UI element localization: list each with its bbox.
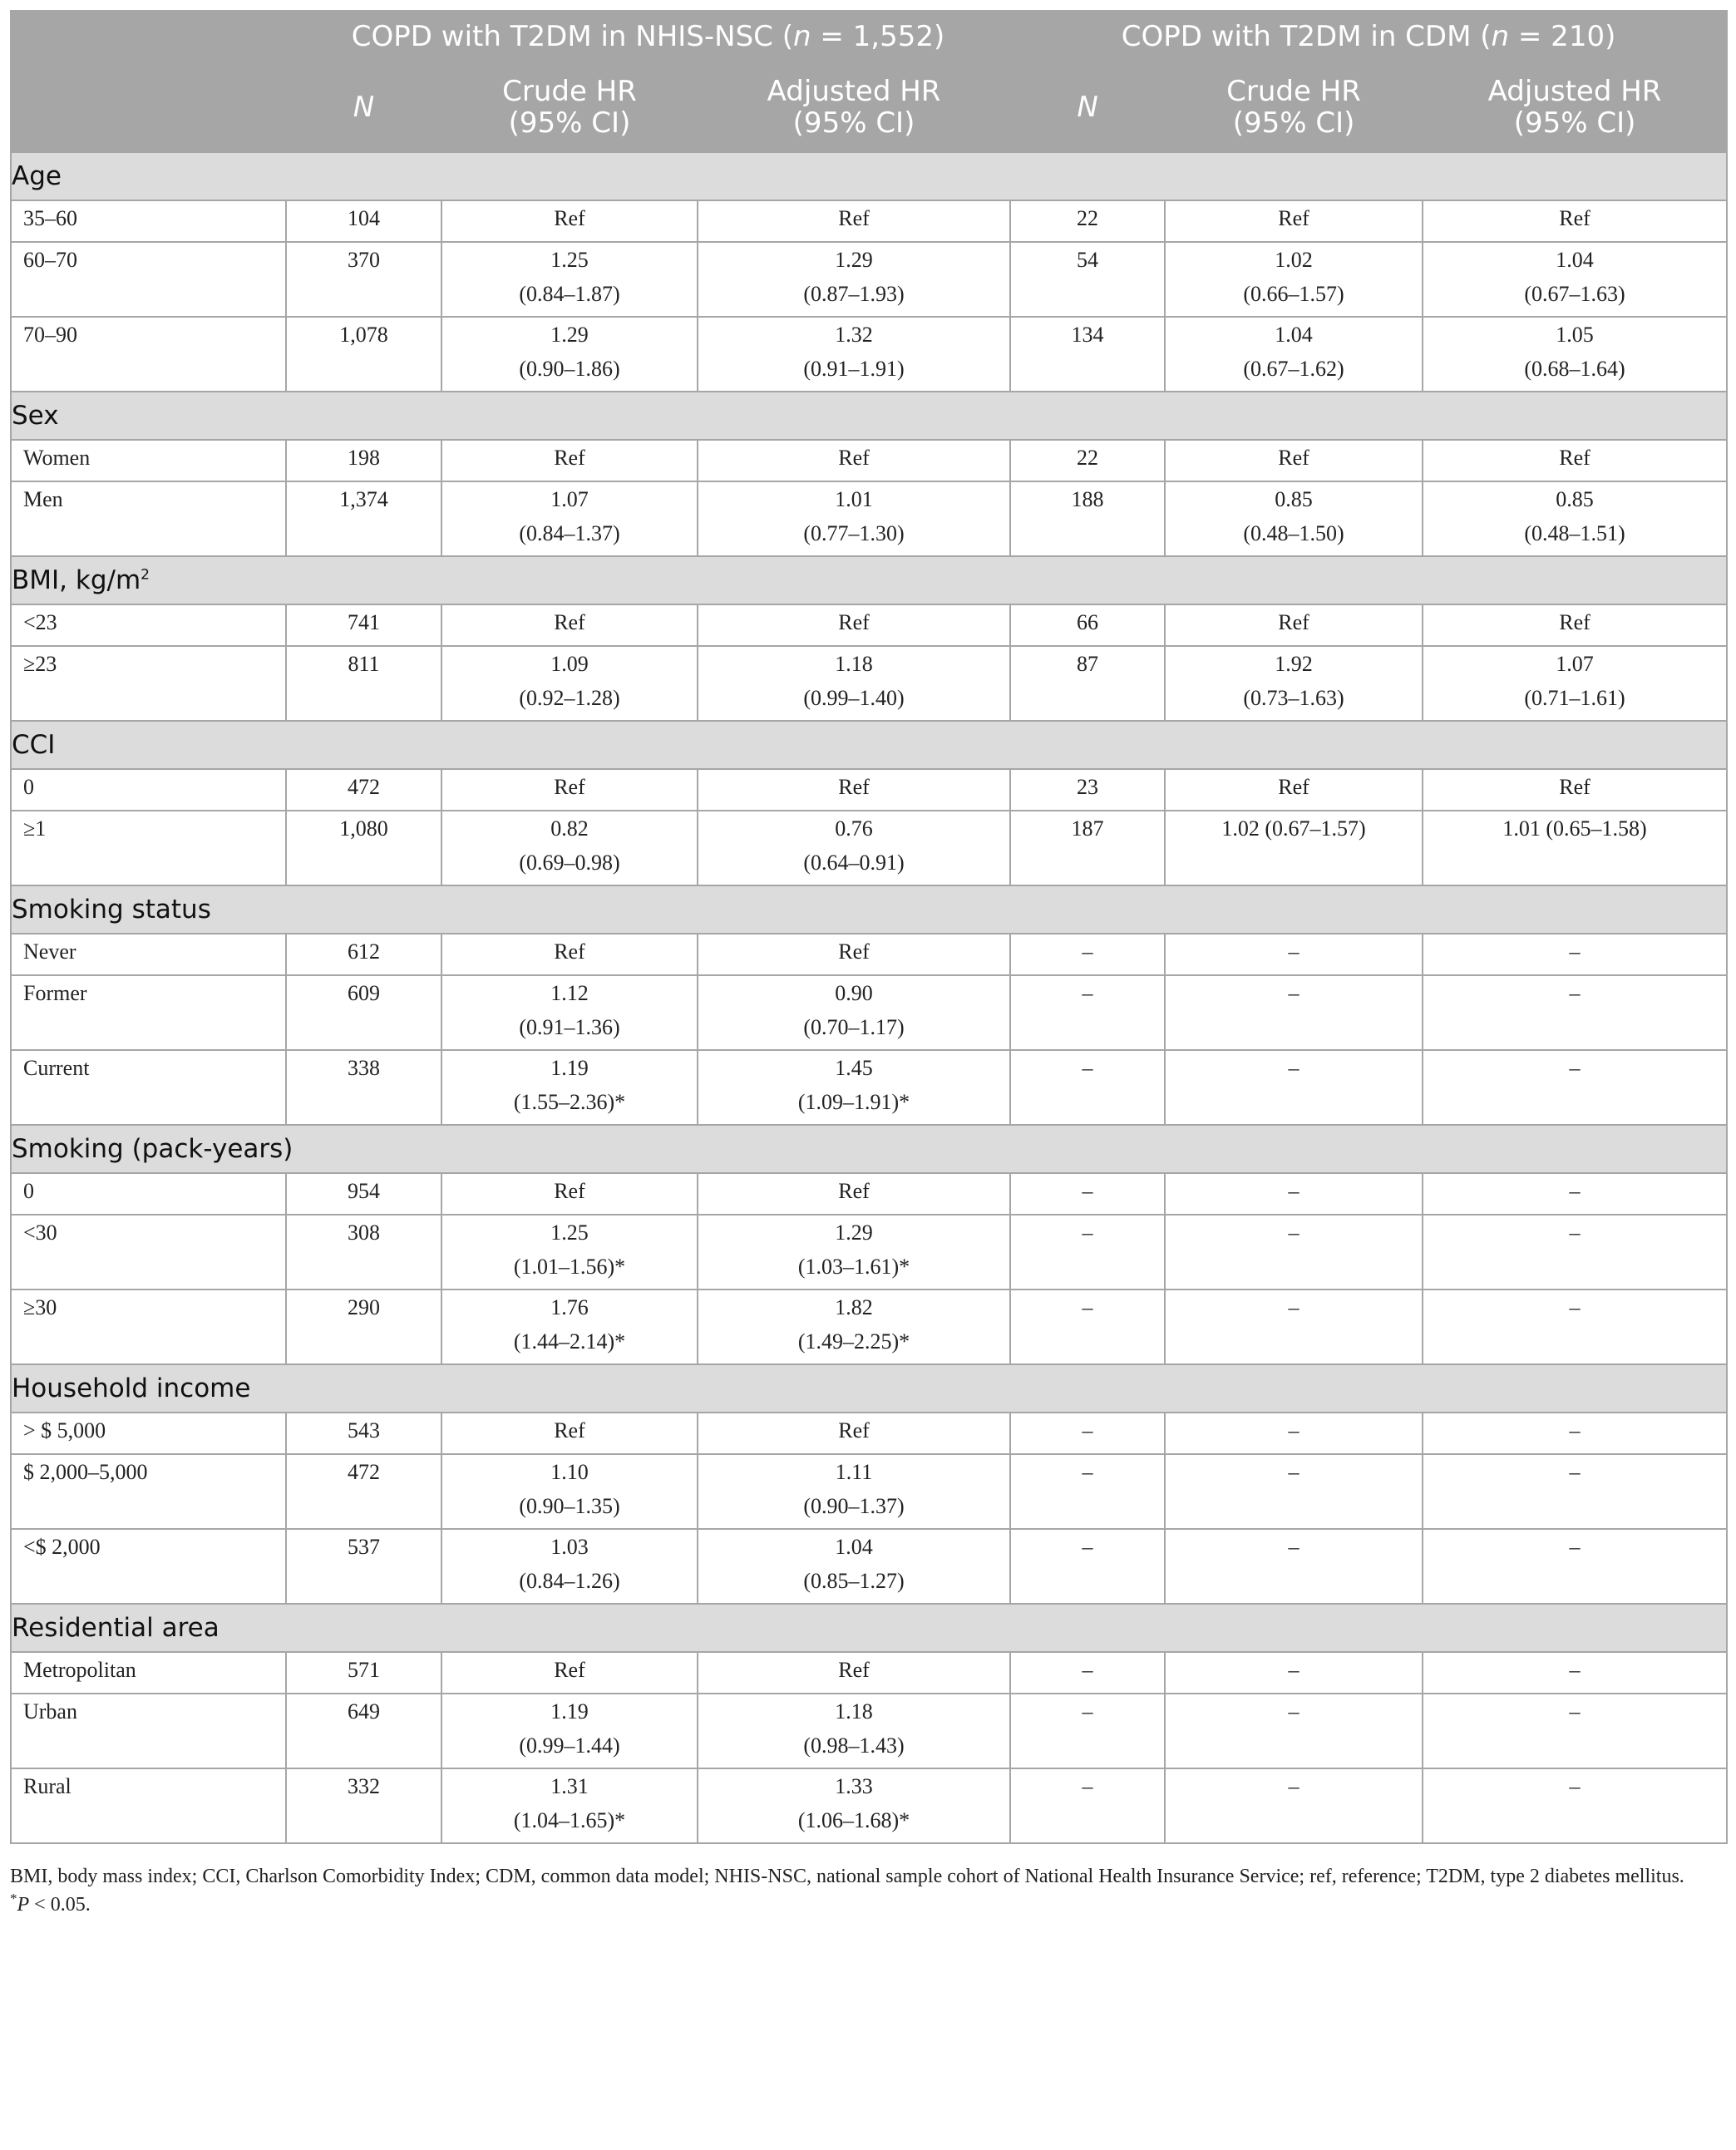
row-label: <30 <box>11 1215 286 1290</box>
crude-hr-value: Ref <box>441 200 698 242</box>
table-row <box>11 975 1727 1050</box>
adjusted-hr-value: 1.05 (0.68–1.64) <box>1423 317 1727 392</box>
adjusted-hr-value: 1.18 (0.98–1.43) <box>698 1694 1010 1768</box>
table-row <box>11 1413 1727 1454</box>
header-row-groups <box>11 11 1727 62</box>
table-row <box>11 811 1727 885</box>
row-label: 35–60 <box>11 200 286 242</box>
n-value: 370 <box>286 242 441 317</box>
section-title: CCI <box>11 721 1727 769</box>
crude-hr-value: – <box>1165 934 1423 975</box>
n-value: 954 <box>286 1173 441 1215</box>
crude-hr-value: – <box>1165 1694 1423 1768</box>
n-value: 87 <box>1010 646 1165 721</box>
row-label: <$ 2,000 <box>11 1529 286 1604</box>
crude-hr-value: – <box>1165 1050 1423 1125</box>
crude-hr-value: Ref <box>441 604 698 646</box>
crude-hr-value: 1.12 (0.91–1.36) <box>441 975 698 1050</box>
table-row <box>11 200 1727 242</box>
adjusted-hr-value: Ref <box>1423 200 1727 242</box>
adjusted-hr-value: – <box>1423 1290 1727 1364</box>
adjusted-hr-value: 1.32 (0.91–1.91) <box>698 317 1010 392</box>
adjusted-hr-value: Ref <box>698 200 1010 242</box>
table-row <box>11 769 1727 811</box>
adjusted-hr-value: 1.45 (1.09–1.91)* <box>698 1050 1010 1125</box>
n-value: 22 <box>1010 440 1165 481</box>
n-value: 187 <box>1010 811 1165 885</box>
adjusted-hr-value: Ref <box>698 934 1010 975</box>
n-value: 811 <box>286 646 441 721</box>
row-label: Never <box>11 934 286 975</box>
n-value: 609 <box>286 975 441 1050</box>
section-title: Age <box>11 152 1727 200</box>
crude-hr-value: 1.07 (0.84–1.37) <box>441 481 698 556</box>
section-title: Household income <box>11 1364 1727 1413</box>
table-row <box>11 440 1727 481</box>
n-value: 54 <box>1010 242 1165 317</box>
table-row <box>11 1290 1727 1364</box>
header-group-nhis-nsc: COPD with T2DM in NHIS-NSC (n = 1,552) <box>286 11 1010 62</box>
adjusted-hr-value: – <box>1423 1050 1727 1125</box>
header-n: N <box>1010 62 1165 152</box>
section-header-row <box>11 1604 1727 1652</box>
row-label: Urban <box>11 1694 286 1768</box>
n-value: – <box>1010 1454 1165 1529</box>
table-body <box>11 152 1727 1843</box>
row-label: Women <box>11 440 286 481</box>
crude-hr-value: Ref <box>441 934 698 975</box>
adjusted-hr-value: 1.82 (1.49–2.25)* <box>698 1290 1010 1364</box>
table-row <box>11 1454 1727 1529</box>
table-row <box>11 1173 1727 1215</box>
row-label: ≥23 <box>11 646 286 721</box>
row-label: > $ 5,000 <box>11 1413 286 1454</box>
n-value: – <box>1010 1652 1165 1694</box>
n-value: 612 <box>286 934 441 975</box>
header-crude-hr: Crude HR (95% CI) <box>1165 62 1423 152</box>
abbreviations-footnote: BMI, body mass index; CCI, Charlson Comorbidity Index; CDM, common data model; NHIS-NSC, national sample cohort of National Health Insurance Service; ref, reference; T2DM, type 2 diabetes mellitus. <box>10 1866 1684 1887</box>
header-n: N <box>286 62 441 152</box>
table-row <box>11 481 1727 556</box>
crude-hr-value: – <box>1165 1290 1423 1364</box>
adjusted-hr-value: 1.01 (0.65–1.58) <box>1423 811 1727 885</box>
section-header-row <box>11 556 1727 604</box>
table-row <box>11 1215 1727 1290</box>
n-value: 23 <box>1010 769 1165 811</box>
row-label: Men <box>11 481 286 556</box>
header-adjusted-hr: Adjusted HR (95% CI) <box>1423 62 1727 152</box>
crude-hr-value: 1.09 (0.92–1.28) <box>441 646 698 721</box>
crude-hr-value: 1.03 (0.84–1.26) <box>441 1529 698 1604</box>
crude-hr-value: – <box>1165 1768 1423 1843</box>
n-value: – <box>1010 1215 1165 1290</box>
significance-footnote: *P < 0.05. <box>10 1891 91 1916</box>
adjusted-hr-value: 1.11 (0.90–1.37) <box>698 1454 1010 1529</box>
crude-hr-value: – <box>1165 1215 1423 1290</box>
adjusted-hr-value: Ref <box>1423 440 1727 481</box>
n-value: – <box>1010 1413 1165 1454</box>
n-value: 1,374 <box>286 481 441 556</box>
crude-hr-value: 1.02 (0.66–1.57) <box>1165 242 1423 317</box>
crude-hr-value: 1.04 (0.67–1.62) <box>1165 317 1423 392</box>
adjusted-hr-value: 1.18 (0.99–1.40) <box>698 646 1010 721</box>
adjusted-hr-value: Ref <box>1423 769 1727 811</box>
crude-hr-value: 1.19 (1.55–2.36)* <box>441 1050 698 1125</box>
n-value: 1,078 <box>286 317 441 392</box>
crude-hr-value: – <box>1165 1454 1423 1529</box>
section-title: Smoking status <box>11 885 1727 934</box>
table-row <box>11 1694 1727 1768</box>
document <box>10 10 1726 1919</box>
crude-hr-value: Ref <box>441 1652 698 1694</box>
n-value: 308 <box>286 1215 441 1290</box>
header-empty-cell <box>11 11 286 62</box>
n-value: 543 <box>286 1413 441 1454</box>
crude-hr-value: 1.02 (0.67–1.57) <box>1165 811 1423 885</box>
row-label: 60–70 <box>11 242 286 317</box>
section-header-row <box>11 392 1727 440</box>
n-value: 338 <box>286 1050 441 1125</box>
adjusted-hr-value: 0.85 (0.48–1.51) <box>1423 481 1727 556</box>
adjusted-hr-value: Ref <box>698 1173 1010 1215</box>
table-row <box>11 317 1727 392</box>
crude-hr-value: 1.31 (1.04–1.65)* <box>441 1768 698 1843</box>
n-value: – <box>1010 1050 1165 1125</box>
section-title: Sex <box>11 392 1727 440</box>
row-label: $ 2,000–5,000 <box>11 1454 286 1529</box>
adjusted-hr-value: 1.04 (0.85–1.27) <box>698 1529 1010 1604</box>
n-value: 22 <box>1010 200 1165 242</box>
row-label: Metropolitan <box>11 1652 286 1694</box>
section-header-row <box>11 721 1727 769</box>
crude-hr-value: – <box>1165 1413 1423 1454</box>
adjusted-hr-value: Ref <box>698 1413 1010 1454</box>
row-label: ≥1 <box>11 811 286 885</box>
section-title: Smoking (pack-years) <box>11 1125 1727 1173</box>
adjusted-hr-value: – <box>1423 975 1727 1050</box>
adjusted-hr-value: Ref <box>698 440 1010 481</box>
n-value: 188 <box>1010 481 1165 556</box>
adjusted-hr-value: 1.01 (0.77–1.30) <box>698 481 1010 556</box>
adjusted-hr-value: 1.07 (0.71–1.61) <box>1423 646 1727 721</box>
crude-hr-value: 1.25 (1.01–1.56)* <box>441 1215 698 1290</box>
row-label: <23 <box>11 604 286 646</box>
crude-hr-value: 1.10 (0.90–1.35) <box>441 1454 698 1529</box>
crude-hr-value: Ref <box>441 1173 698 1215</box>
row-label: Rural <box>11 1768 286 1843</box>
n-value: – <box>1010 1290 1165 1364</box>
n-value: 741 <box>286 604 441 646</box>
n-value: 198 <box>286 440 441 481</box>
adjusted-hr-value: 1.33 (1.06–1.68)* <box>698 1768 1010 1843</box>
crude-hr-value: Ref <box>441 1413 698 1454</box>
row-label: 0 <box>11 1173 286 1215</box>
adjusted-hr-value: – <box>1423 1413 1727 1454</box>
row-label: ≥30 <box>11 1290 286 1364</box>
table-row <box>11 934 1727 975</box>
table-row <box>11 646 1727 721</box>
adjusted-hr-value: – <box>1423 1454 1727 1529</box>
adjusted-hr-value: – <box>1423 1768 1727 1843</box>
crude-hr-value: 1.29 (0.90–1.86) <box>441 317 698 392</box>
crude-hr-value: Ref <box>1165 769 1423 811</box>
row-label: 70–90 <box>11 317 286 392</box>
n-value: 290 <box>286 1290 441 1364</box>
n-value: 472 <box>286 1454 441 1529</box>
adjusted-hr-value: 0.90 (0.70–1.17) <box>698 975 1010 1050</box>
crude-hr-value: Ref <box>1165 440 1423 481</box>
crude-hr-value: Ref <box>441 440 698 481</box>
adjusted-hr-value: – <box>1423 1694 1727 1768</box>
n-value: – <box>1010 934 1165 975</box>
header-row-columns <box>11 62 1727 152</box>
n-value: – <box>1010 1529 1165 1604</box>
adjusted-hr-value: 1.04 (0.67–1.63) <box>1423 242 1727 317</box>
table-row <box>11 1529 1727 1604</box>
n-value: – <box>1010 1694 1165 1768</box>
crude-hr-value: 1.92 (0.73–1.63) <box>1165 646 1423 721</box>
adjusted-hr-value: – <box>1423 1529 1727 1604</box>
adjusted-hr-value: Ref <box>698 1652 1010 1694</box>
crude-hr-value: 1.76 (1.44–2.14)* <box>441 1290 698 1364</box>
row-label: 0 <box>11 769 286 811</box>
adjusted-hr-value: 1.29 (0.87–1.93) <box>698 242 1010 317</box>
section-header-row <box>11 885 1727 934</box>
table-row <box>11 1768 1727 1843</box>
adjusted-hr-value: – <box>1423 1215 1727 1290</box>
adjusted-hr-value: Ref <box>698 604 1010 646</box>
section-title: Residential area <box>11 1604 1727 1652</box>
crude-hr-value: 1.25 (0.84–1.87) <box>441 242 698 317</box>
adjusted-hr-value: – <box>1423 1652 1727 1694</box>
n-value: 472 <box>286 769 441 811</box>
crude-hr-value: – <box>1165 1652 1423 1694</box>
n-value: 66 <box>1010 604 1165 646</box>
crude-hr-value: – <box>1165 1173 1423 1215</box>
n-value: – <box>1010 1768 1165 1843</box>
header-crude-hr: Crude HR (95% CI) <box>441 62 698 152</box>
section-title: BMI, $kg/m^2$ <box>11 556 1727 604</box>
header-empty-cell <box>11 62 286 152</box>
table-row <box>11 1652 1727 1694</box>
adjusted-hr-value: Ref <box>1423 604 1727 646</box>
table-row <box>11 242 1727 317</box>
n-value: – <box>1010 975 1165 1050</box>
n-value: 537 <box>286 1529 441 1604</box>
table-footnotes <box>10 1862 1726 1919</box>
section-header-row <box>11 1125 1727 1173</box>
table-row <box>11 1050 1727 1125</box>
hazard-ratio-table <box>10 10 1728 1844</box>
crude-hr-value: 1.19 (0.99–1.44) <box>441 1694 698 1768</box>
crude-hr-value: Ref <box>1165 200 1423 242</box>
n-value: 104 <box>286 200 441 242</box>
adjusted-hr-value: 0.76 (0.64–0.91) <box>698 811 1010 885</box>
n-value: 571 <box>286 1652 441 1694</box>
crude-hr-value: Ref <box>1165 604 1423 646</box>
section-header-row <box>11 152 1727 200</box>
crude-hr-value: 0.85 (0.48–1.50) <box>1165 481 1423 556</box>
row-label: Current <box>11 1050 286 1125</box>
crude-hr-value: Ref <box>441 769 698 811</box>
n-value: – <box>1010 1173 1165 1215</box>
header-group-cdm: COPD with T2DM in CDM (n = 210) <box>1010 11 1727 62</box>
crude-hr-value: – <box>1165 975 1423 1050</box>
section-header-row <box>11 1364 1727 1413</box>
table-row <box>11 604 1727 646</box>
crude-hr-value: – <box>1165 1529 1423 1604</box>
n-value: 1,080 <box>286 811 441 885</box>
n-value: 332 <box>286 1768 441 1843</box>
adjusted-hr-value: – <box>1423 1173 1727 1215</box>
n-value: 134 <box>1010 317 1165 392</box>
adjusted-hr-value: 1.29 (1.03–1.61)* <box>698 1215 1010 1290</box>
adjusted-hr-value: – <box>1423 934 1727 975</box>
adjusted-hr-value: Ref <box>698 769 1010 811</box>
crude-hr-value: 0.82 (0.69–0.98) <box>441 811 698 885</box>
n-value: 649 <box>286 1694 441 1768</box>
row-label: Former <box>11 975 286 1050</box>
header-adjusted-hr: Adjusted HR (95% CI) <box>698 62 1010 152</box>
